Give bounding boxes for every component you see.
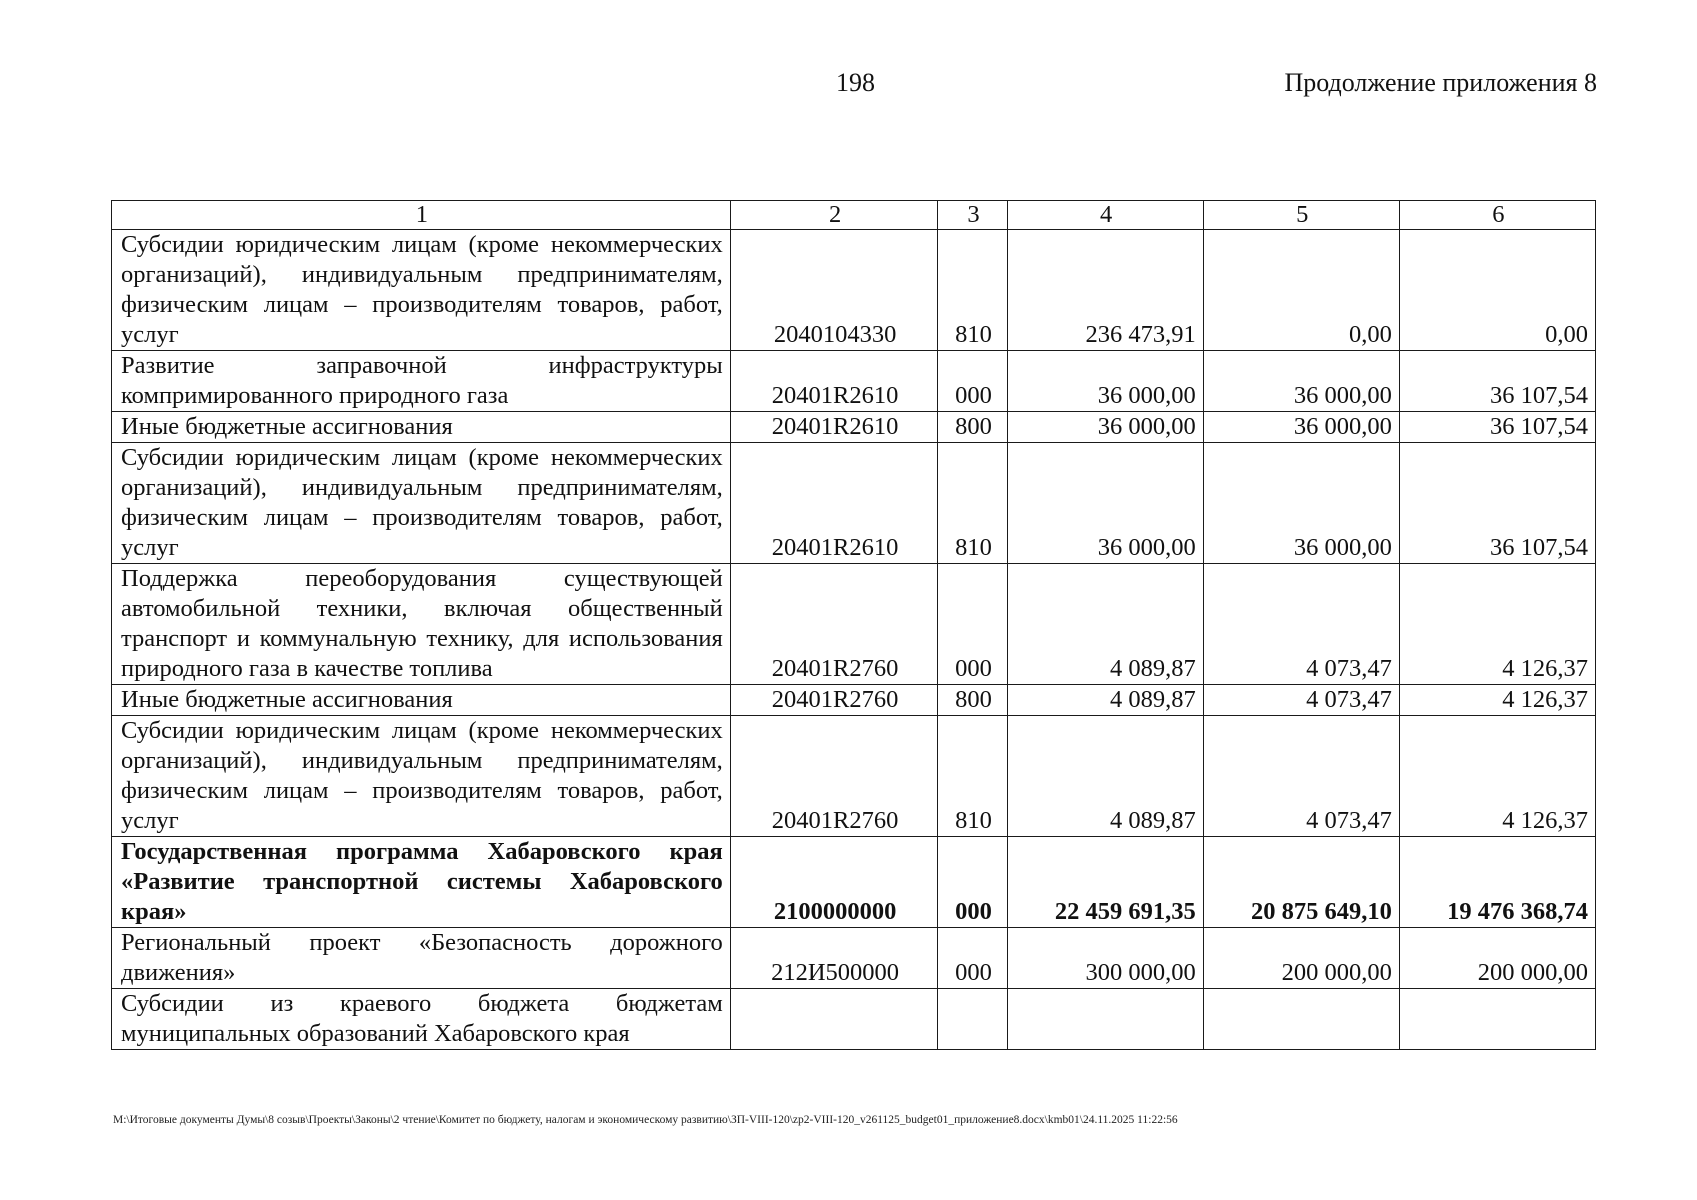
row-amount-col5: 20 875 649,10 [1203, 837, 1399, 928]
row-amount-col4: 22 459 691,35 [1007, 837, 1203, 928]
row-amount-col6: 4 126,37 [1399, 564, 1595, 685]
row-amount-col4: 4 089,87 [1007, 564, 1203, 685]
row-amount-col5: 36 000,00 [1203, 443, 1399, 564]
row-target-article-code: 20401R2760 [730, 564, 938, 685]
column-header-4: 4 [1007, 201, 1203, 230]
row-amount-col5: 4 073,47 [1203, 716, 1399, 837]
row-expense-type: 000 [938, 351, 1007, 412]
row-amount-col5: 0,00 [1203, 230, 1399, 351]
row-target-article-code: 20401R2610 [730, 412, 938, 443]
row-target-article-code: 2100000000 [730, 837, 938, 928]
row-expense-type: 810 [938, 230, 1007, 351]
row-amount-col5: 36 000,00 [1203, 351, 1399, 412]
row-name: Субсидии из краевого бюджета бюджетам муниципальных образований Хабаровского края [112, 989, 731, 1050]
row-target-article-code: 20401R2610 [730, 443, 938, 564]
row-amount-col6: 36 107,54 [1399, 351, 1595, 412]
table-row [112, 564, 1596, 685]
row-amount-col6: 200 000,00 [1399, 928, 1595, 989]
row-amount-col6: 0,00 [1399, 230, 1595, 351]
row-name: Развитие заправочной инфраструктуры компримированного природного газа [112, 351, 731, 412]
document-file-path-footer: M:\Итоговые документы Думы\8 созыв\Проекты\Законы\2 чтение\Комитет по бюджету, налогам и экономическому развитию\ЗП-VIII-120\zp2-VIII-120_v261125_budget01_приложение8.docx\kmb01\24.11.2025 11:22:56 [113, 1114, 1178, 1126]
row-amount-col4 [1007, 989, 1203, 1050]
row-name: Государственная программа Хабаровского края «Развитие транспортной системы Хабаровского края» [112, 837, 731, 928]
column-header-1: 1 [112, 201, 731, 230]
row-target-article-code: 212И500000 [730, 928, 938, 989]
row-name: Субсидии юридическим лицам (кроме некоммерческих организаций), индивидуальным предпринимателям, физическим лицам – производителям товаров, работ, услуг [112, 716, 731, 837]
row-amount-col4: 36 000,00 [1007, 351, 1203, 412]
table-row [112, 989, 1596, 1050]
row-amount-col6: 36 107,54 [1399, 443, 1595, 564]
row-name: Региональный проект «Безопасность дорожного движения» [112, 928, 731, 989]
row-name: Поддержка переоборудования существующей автомобильной техники, включая общественный транспорт и коммунальную технику, для использования природного газа в качестве топлива [112, 564, 731, 685]
row-amount-col5: 36 000,00 [1203, 412, 1399, 443]
table-row [112, 443, 1596, 564]
row-expense-type: 000 [938, 564, 1007, 685]
row-amount-col6: 4 126,37 [1399, 685, 1595, 716]
row-amount-col4: 4 089,87 [1007, 685, 1203, 716]
column-header-3: 3 [938, 201, 1007, 230]
row-expense-type: 000 [938, 837, 1007, 928]
table-row [112, 685, 1596, 716]
column-header-6: 6 [1399, 201, 1595, 230]
table-row [112, 412, 1596, 443]
row-name: Иные бюджетные ассигнования [112, 685, 731, 716]
row-expense-type: 800 [938, 412, 1007, 443]
row-target-article-code [730, 989, 938, 1050]
column-header-5: 5 [1203, 201, 1399, 230]
table-row [112, 716, 1596, 837]
row-amount-col6: 36 107,54 [1399, 412, 1595, 443]
row-amount-col4: 4 089,87 [1007, 716, 1203, 837]
row-expense-type [938, 989, 1007, 1050]
row-amount-col5 [1203, 989, 1399, 1050]
table-row [112, 351, 1596, 412]
row-target-article-code: 20401R2760 [730, 685, 938, 716]
row-amount-col5: 4 073,47 [1203, 564, 1399, 685]
row-amount-col4: 300 000,00 [1007, 928, 1203, 989]
table-row [112, 230, 1596, 351]
row-target-article-code: 20401R2610 [730, 351, 938, 412]
row-name: Субсидии юридическим лицам (кроме некоммерческих организаций), индивидуальным предпринимателям, физическим лицам – производителям товаров, работ, услуг [112, 230, 731, 351]
row-expense-type: 800 [938, 685, 1007, 716]
budget-allocation-table [111, 200, 1596, 1050]
row-amount-col4: 236 473,91 [1007, 230, 1203, 351]
appendix-continuation-heading: Продолжение приложения 8 [1284, 68, 1597, 97]
row-name: Субсидии юридическим лицам (кроме некоммерческих организаций), индивидуальным предпринимателям, физическим лицам – производителям товаров, работ, услуг [112, 443, 731, 564]
table-row [112, 928, 1596, 989]
column-number-header-row [112, 201, 1596, 230]
row-amount-col5: 4 073,47 [1203, 685, 1399, 716]
row-amount-col4: 36 000,00 [1007, 412, 1203, 443]
page-number: 198 [836, 68, 875, 97]
row-expense-type: 810 [938, 716, 1007, 837]
row-name: Иные бюджетные ассигнования [112, 412, 731, 443]
row-amount-col5: 200 000,00 [1203, 928, 1399, 989]
row-amount-col6: 4 126,37 [1399, 716, 1595, 837]
row-target-article-code: 20401R2760 [730, 716, 938, 837]
row-target-article-code: 2040104330 [730, 230, 938, 351]
row-amount-col6 [1399, 989, 1595, 1050]
row-expense-type: 000 [938, 928, 1007, 989]
table-row-program-total [112, 837, 1596, 928]
column-header-2: 2 [730, 201, 938, 230]
row-expense-type: 810 [938, 443, 1007, 564]
row-amount-col6: 19 476 368,74 [1399, 837, 1595, 928]
row-amount-col4: 36 000,00 [1007, 443, 1203, 564]
